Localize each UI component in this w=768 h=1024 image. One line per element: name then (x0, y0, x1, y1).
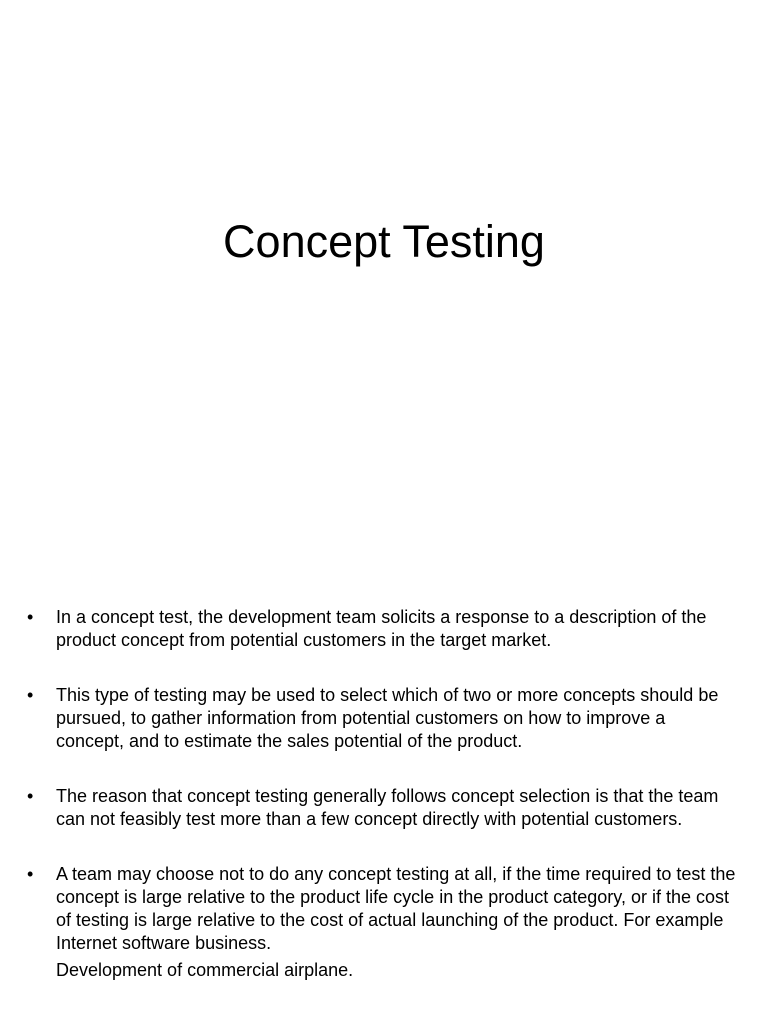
bullet-text: The reason that concept testing generally follows concept selection is that the team can not feasibly test more than a few concept directly with potential customers. (56, 786, 719, 829)
bullet-item (27, 863, 737, 982)
bullet-dot-icon: • (27, 607, 34, 627)
bullet-extra-text: Development of commercial airplane. (56, 960, 354, 980)
bullet-list (27, 606, 737, 982)
slide-title: Concept Testing (223, 216, 545, 267)
bullet-text: A team may choose not to do any concept testing at all, if the time required to test the concept is large relative to the product life cycle in the product category, or if the cost of testing is large relative to the cost of actual launching of the product. For example Internet software business. (56, 864, 736, 953)
bullet-item (27, 606, 737, 652)
bullet-item (27, 684, 737, 753)
bullet-dot-icon: • (27, 786, 34, 806)
bullet-text: In a concept test, the development team solicits a response to a description of the product concept from potential customers in the target market. (56, 607, 707, 650)
bullet-text: This type of testing may be used to select which of two or more concepts should be pursued, to gather information from potential customers on how to improve a concept, and to estimate the sales potential of the product. (56, 685, 719, 751)
bullet-item (27, 785, 737, 831)
bullet-dot-icon: • (27, 685, 34, 705)
bullet-dot-icon: • (27, 864, 34, 884)
